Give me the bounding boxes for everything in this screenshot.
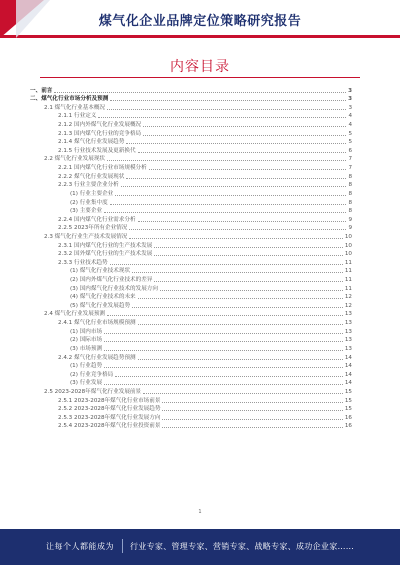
toc-leader-dots: [160, 290, 343, 291]
toc-entry[interactable]: [30, 163, 352, 172]
toc-entry-title: 2.1.2 国内外煤气化行业发展概况: [58, 122, 142, 129]
toc-entry[interactable]: [30, 232, 352, 241]
toc-leader-dots: [143, 126, 346, 127]
toc-entry[interactable]: [30, 241, 352, 250]
footer-slogan-right: 行业专家、管理专家、营销专家、战略专家、成功企业家……: [130, 542, 355, 551]
toc-entry-page: 9: [348, 225, 352, 232]
toc-leader-dots: [115, 195, 346, 196]
toc-entry[interactable]: [30, 396, 352, 405]
toc-leader-dots: [143, 135, 346, 136]
toc-entry-page: 4: [348, 113, 352, 120]
table-of-contents: [30, 86, 352, 430]
toc-entry[interactable]: [30, 112, 352, 121]
toc-entry[interactable]: [30, 95, 352, 104]
toc-entry-page: 13: [344, 328, 352, 335]
toc-entry-page: 10: [344, 233, 352, 240]
toc-leader-dots: [104, 333, 343, 334]
toc-entry-title: (3) 国内煤气化行业技术的发展方向: [70, 285, 159, 292]
toc-entry[interactable]: [30, 172, 352, 181]
toc-entry-title: 2.5.4 2023-2028年煤气化行业投资前景: [58, 423, 161, 430]
toc-entry-page: 5: [348, 130, 352, 137]
toc-leader-dots: [104, 384, 343, 385]
toc-entry-title: 2.1.1 行业定义: [58, 113, 97, 120]
toc-leader-dots: [54, 92, 346, 93]
toc-leader-dots: [104, 212, 346, 213]
toc-entry[interactable]: [30, 336, 352, 345]
toc-entry-page: 11: [344, 277, 352, 284]
toc-entry[interactable]: [30, 250, 352, 259]
toc-entry-title: 2.5 2023-2028年煤气化行业发展前景: [44, 388, 142, 395]
toc-entry-title: 2.2 煤气化行业发展现状: [44, 156, 106, 163]
toc-entry-page: 3: [348, 104, 352, 111]
toc-leader-dots: [129, 238, 342, 239]
toc-entry-title: 2.5.1 2023-2028年煤气化行业市场前景: [58, 397, 161, 404]
toc-entry-page: 7: [348, 156, 352, 163]
toc-entry[interactable]: [30, 267, 352, 276]
toc-entry-title: 一、前言: [30, 87, 53, 94]
toc-entry[interactable]: [30, 387, 352, 396]
toc-entry[interactable]: [30, 198, 352, 207]
toc-leader-dots: [107, 315, 343, 316]
toc-entry-title: 2.5.2 2023-2028年煤气化行业发展趋势: [58, 406, 161, 413]
toc-entry-page: 13: [344, 320, 352, 327]
toc-leader-dots: [162, 419, 342, 420]
toc-entry-title: 2.1.5 行业技术发展及更新换代: [58, 147, 136, 154]
toc-entry-page: 14: [344, 363, 352, 370]
toc-entry-page: 16: [344, 423, 352, 430]
toc-leader-dots: [110, 204, 347, 205]
toc-entry[interactable]: [30, 258, 352, 267]
toc-entry-title: (3) 市场预测: [70, 345, 103, 352]
toc-entry-page: 12: [344, 302, 352, 309]
toc-entry-title: 2.2.2 煤气化行业发展现状: [58, 173, 125, 180]
toc-entry[interactable]: [30, 318, 352, 327]
toc-entry[interactable]: [30, 293, 352, 302]
toc-entry[interactable]: [30, 379, 352, 388]
toc-entry-title: (2) 行业集中度: [70, 199, 108, 206]
toc-entry[interactable]: [30, 224, 352, 233]
toc-entry-title: (3) 行业发展: [70, 380, 103, 387]
toc-entry-title: (2) 行业竞争格局: [70, 371, 114, 378]
toc-entry-page: 4: [348, 122, 352, 129]
toc-leader-dots: [126, 178, 346, 179]
toc-entry-title: (1) 行业主要企业: [70, 190, 114, 197]
toc-leader-dots: [154, 255, 343, 256]
toc-leader-dots: [115, 376, 343, 377]
toc-entry[interactable]: [30, 275, 352, 284]
toc-entry-page: 11: [344, 285, 352, 292]
toc-entry-title: (3) 主要企业: [70, 208, 103, 215]
toc-entry-page: 14: [344, 354, 352, 361]
toc-entry-page: 11: [344, 259, 352, 266]
toc-entry-page: 14: [344, 371, 352, 378]
toc-entry-title: 2.2.4 国内煤气化行业需求分析: [58, 216, 136, 223]
toc-entry[interactable]: [30, 138, 352, 147]
toc-entry[interactable]: [30, 422, 352, 431]
toc-entry[interactable]: [30, 362, 352, 371]
toc-entry[interactable]: [30, 327, 352, 336]
toc-leader-dots: [138, 298, 343, 299]
toc-entry-page: 8: [348, 190, 352, 197]
toc-entry-page: 6: [348, 147, 352, 154]
toc-entry-title: 2.3.3 行业技术趋势: [58, 259, 108, 266]
toc-entry[interactable]: [30, 215, 352, 224]
toc-entry-page: 15: [344, 397, 352, 404]
toc-entry-page: 8: [348, 199, 352, 206]
toc-entry[interactable]: [30, 207, 352, 216]
toc-leader-dots: [121, 186, 347, 187]
footer-slogan-left: 让每个人都能成为: [46, 542, 114, 551]
toc-leader-dots: [162, 410, 342, 411]
toc-entry-title: (1) 煤气化行业技术现状: [70, 268, 131, 275]
toc-entry-page: 10: [344, 242, 352, 249]
toc-entry[interactable]: [30, 413, 352, 422]
toc-entry-page: 9: [348, 216, 352, 223]
toc-entry-title: 2.3.1 国内煤气化行业的生产技术发展: [58, 242, 153, 249]
toc-entry-page: 16: [344, 414, 352, 421]
toc-entry-page: 13: [344, 345, 352, 352]
toc-entry-title: (1) 国内市场: [70, 328, 103, 335]
toc-entry[interactable]: [30, 370, 352, 379]
toc-entry-title: 2.2.1 国内煤气化行业市场规模分析: [58, 165, 147, 172]
toc-entry[interactable]: [30, 146, 352, 155]
toc-entry[interactable]: [30, 284, 352, 293]
toc-leader-dots: [138, 221, 347, 222]
toc-entry-page: 11: [344, 268, 352, 275]
toc-entry-title: 2.4.1 煤气化行业市场规模预测: [58, 320, 136, 327]
toc-entry-title: 2.5.3 2023-2028年煤气化行业发展方向: [58, 414, 161, 421]
toc-entry[interactable]: [30, 405, 352, 414]
toc-entry[interactable]: [30, 189, 352, 198]
toc-leader-dots: [154, 281, 342, 282]
page-number: 1: [198, 509, 202, 515]
toc-entry[interactable]: [30, 181, 352, 190]
toc-entry-page: 8: [348, 208, 352, 215]
toc-entry-page: 3: [348, 87, 352, 94]
toc-entry-title: (2) 国际市场: [70, 337, 103, 344]
report-title: 煤气化企业品牌定位策略研究报告: [98, 14, 302, 29]
toc-entry-page: 14: [344, 380, 352, 387]
toc-entry-page: 15: [344, 388, 352, 395]
toc-entry-page: 5: [348, 139, 352, 146]
toc-entry[interactable]: [30, 344, 352, 353]
toc-leader-dots: [138, 324, 343, 325]
toc-entry-title: (4) 煤气化行业技术的未来: [70, 294, 136, 301]
toc-leader-dots: [110, 100, 346, 101]
report-header: [0, 0, 400, 38]
toc-entry-title: 2.4 煤气化行业发展预测: [44, 311, 106, 318]
toc-leader-dots: [143, 393, 343, 394]
toc-entry-title: 2.2.5 2023年所有企业情况: [58, 225, 128, 232]
toc-entry-page: 12: [344, 294, 352, 301]
toc-entry-page: 8: [348, 182, 352, 189]
toc-leader-dots: [107, 160, 346, 161]
toc-leader-dots: [104, 367, 343, 368]
toc-entry-page: 8: [348, 173, 352, 180]
toc-entry-title: 2.1 煤气化行业基本概况: [44, 104, 106, 111]
toc-leader-dots: [104, 341, 343, 342]
toc-entry-page: 10: [344, 251, 352, 258]
toc-entry[interactable]: [30, 155, 352, 164]
toc-leader-dots: [129, 229, 346, 230]
toc-leader-dots: [138, 152, 347, 153]
toc-entry-title: 2.3.2 国外煤气化行业的生产技术发展: [58, 251, 153, 258]
toc-leader-dots: [110, 264, 343, 265]
toc-entry-title: 2.2.3 行业主要企业分析: [58, 182, 119, 189]
footer-banner: [0, 529, 400, 565]
toc-entry[interactable]: [30, 301, 352, 310]
toc-leader-dots: [149, 169, 347, 170]
toc-entry-page: 7: [348, 165, 352, 172]
toc-entry-title: 2.3 煤气化行业生产技术发展情况: [44, 233, 128, 240]
toc-entry-page: 3: [348, 96, 352, 103]
toc-entry-title: (1) 行业趋势: [70, 363, 103, 370]
toc-entry[interactable]: [30, 120, 352, 129]
toc-heading-rule: [40, 77, 360, 78]
toc-entry-page: 13: [344, 311, 352, 318]
toc-leader-dots: [98, 117, 346, 118]
toc-entry-title: (2) 国内外煤气化行业技术的差异: [70, 277, 153, 284]
toc-leader-dots: [126, 143, 346, 144]
toc-leader-dots: [162, 427, 342, 428]
toc-heading: 内容目录: [170, 59, 230, 75]
toc-entry[interactable]: [30, 353, 352, 362]
toc-leader-dots: [138, 359, 343, 360]
toc-entry-title: 2.1.4 煤气化行业发展趋势: [58, 139, 125, 146]
footer-divider: [122, 539, 123, 553]
toc-entry-title: 2.4.2 煤气化行业发展趋势预测: [58, 354, 136, 361]
toc-leader-dots: [162, 402, 342, 403]
toc-entry[interactable]: [30, 129, 352, 138]
toc-entry-page: 13: [344, 337, 352, 344]
toc-entry-title: (5) 煤气化行业发展趋势: [70, 302, 131, 309]
toc-leader-dots: [132, 272, 343, 273]
toc-leader-dots: [104, 350, 343, 351]
toc-leader-dots: [107, 109, 346, 110]
toc-entry-page: 15: [344, 406, 352, 413]
toc-leader-dots: [154, 247, 343, 248]
toc-entry[interactable]: [30, 86, 352, 95]
toc-leader-dots: [132, 307, 343, 308]
toc-entry-title: 二、煤气化行业市场分析及预测: [30, 96, 109, 103]
toc-entry[interactable]: [30, 103, 352, 112]
toc-entry-title: 2.1.3 国内煤气化行业的竞争格局: [58, 130, 142, 137]
toc-entry[interactable]: [30, 310, 352, 319]
